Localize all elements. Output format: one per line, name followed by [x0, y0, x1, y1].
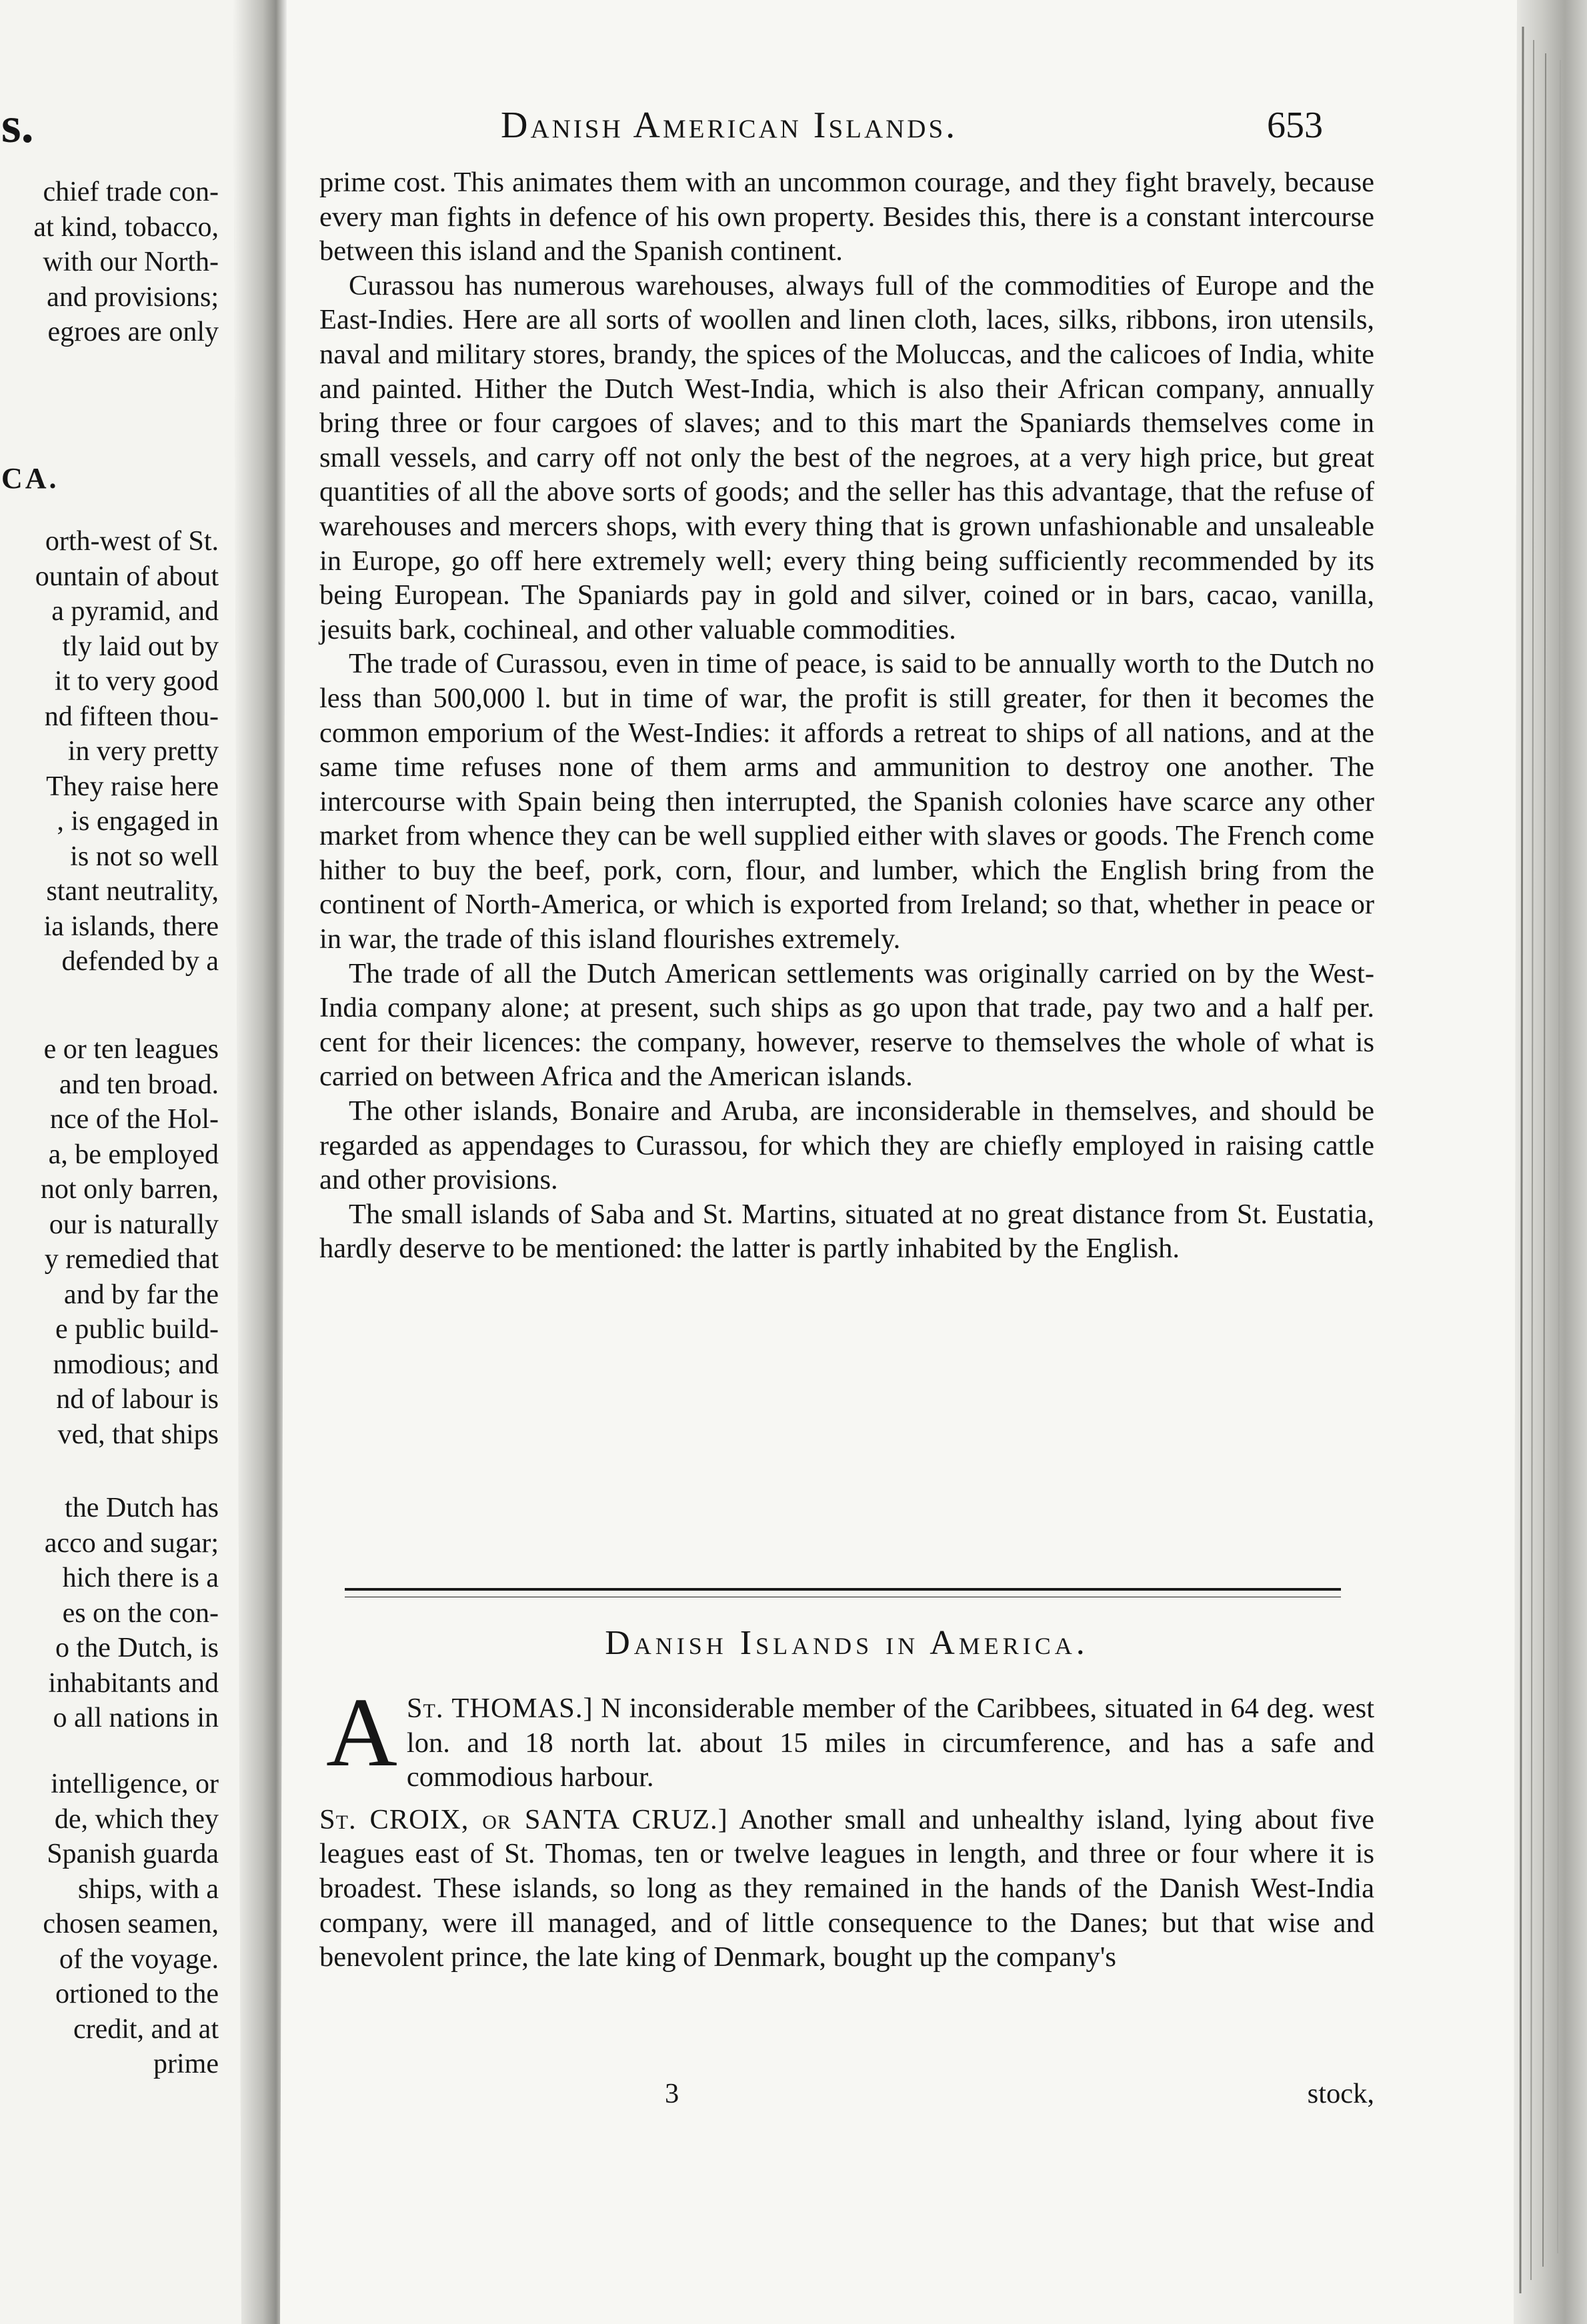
left-page-line: at kind, tobacco, — [33, 211, 219, 243]
entry-head-st-thomas: St. THOMAS.] — [406, 1693, 593, 1724]
entry-text-st-thomas: N inconsiderable member of the Caribbees, situated in 64 deg. west lon. and 18 north lat. about 15 miles in circumference, and has a safe and commodious harbour. — [406, 1693, 1375, 1793]
left-page-line: , is engaged in — [57, 806, 219, 837]
paragraph-saba-st-martins: The small islands of Saba and St. Martins, situated at no great distance from St. Eustatia, hardly deserve to be mentioned: the latter is partly inhabited by the English. — [319, 1198, 1374, 1265]
paragraph-bonaire-aruba: The other islands, Bonaire and Aruba, are inconsiderable in themselves, and should be regarded as appendages to Curassou, for which they are chiefly employed in raising cattle and other provisions. — [319, 1095, 1374, 1196]
paragraph-dutch-settlements: The trade of all the Dutch American settlements was originally carried on by the West-India company alone; at present, such ships as go upon that trade, pay two and a half per. cent for their licences: the company, however, reserve to themselves the whole of what is carried on between Africa and the American islands. — [319, 957, 1374, 1093]
left-page-line: and ten broad. — [59, 1069, 219, 1100]
left-page-line: our is naturally — [49, 1209, 219, 1240]
left-page-line: not only barren, — [40, 1174, 219, 1205]
left-page-line: prime — [153, 2049, 219, 2079]
left-page-line: es on the con- — [62, 1597, 219, 1629]
left-page-line: defended by a — [61, 946, 219, 977]
section-rule — [345, 1588, 1341, 1597]
left-page-line: orth-west of St. — [45, 526, 219, 557]
left-page-line: tly laid out by — [62, 631, 219, 662]
drop-cap: A — [326, 1678, 397, 1787]
paragraph-curassou-warehouses: Curassou has numerous warehouses, always full of the commodities of Europe and the East-Indies. Here are all sorts of woollen and linen cloth, laces, silks, ribbons, iron utensils, naval and military stores, brandy, the spices of the Moluccas, and the calicoes of India, white and painted. Hither the Dutch West-India, which is also their African company, annually bring three or four cargoes of slaves; and to this mart the Spaniards themselves come in small vessels, and carry off not only the best of the negroes, at a very high price, but great quantities of all the above sorts of goods; and the seller has this advantage, that the refuse of warehouses and mercers shops, with every thing that is grown unfashionable and unsaleable in Europe, go off here extremely well; every thing being sufficiently recommended by its being European. The Spaniards pay in gold and silver, coined or in bars, cacao, vanilla, jesuits bark, cochineal, and other valuable commodities. — [319, 269, 1374, 645]
left-page-line: y remedied that — [44, 1244, 219, 1275]
left-page-line: nd of labour is — [56, 1384, 219, 1415]
book-page — [277, 47, 1527, 2300]
signature-mark: 3 — [665, 2078, 679, 2109]
left-page-line: of the voyage. — [59, 1943, 219, 1975]
left-page-line: hich there is a — [62, 1563, 219, 1593]
left-page-line: intelligence, or — [51, 1769, 219, 1799]
left-page-line: ia islands, there — [43, 911, 219, 942]
section-heading: Danish Islands in America. — [605, 1624, 1089, 1662]
body-text — [319, 165, 1374, 1266]
left-page-line: ortioned to the — [55, 1979, 219, 2009]
left-page-line: credit, and at — [73, 2013, 219, 2045]
left-page-heading: s. — [1, 97, 34, 153]
entry-st-thomas — [319, 1678, 1375, 1795]
left-page-line: the Dutch has — [65, 1493, 219, 1523]
left-page-line: stant neutrality, — [46, 876, 219, 907]
left-page-line: o all nations in — [53, 1703, 219, 1733]
left-page-line: Spanish guarda — [47, 1839, 219, 1869]
left-page-line: chosen seamen, — [43, 1909, 219, 1939]
left-page-subheading: CA. — [1, 462, 59, 495]
page-footer — [319, 2075, 1374, 2115]
left-page-line: de, which they — [54, 1803, 219, 1835]
page-number: 653 — [1267, 105, 1323, 146]
entry-text-st-croix: Another small and unhealthy island, lying about five leagues east of St. Thomas, ten or twelve leagues in length, and three or four where it is broadest. These islands, so long as they remained in the hands of the Danish West-India company, were ill managed, and of little consequence to the Danes; but that wise and benevolent prince, the late king of Denmark, bought up the company's — [319, 1803, 1374, 1973]
catchword: stock, — [1307, 2078, 1374, 2109]
left-page-line: ved, that ships — [57, 1419, 219, 1450]
left-page-line: e public build- — [55, 1314, 219, 1345]
danish-islands-section — [319, 1678, 1375, 1975]
paragraph-curassou-trade: The trade of Curassou, even in time of peace, is said to be annually worth to the Dutch no less than 500,000 l. but in time of war, the profit is still greater, for then it becomes the common emporium of the West-Indies: it affords a retreat to ships of all nations, and at the same time refuses none of them arms and ammunition to destroy one another. The intercourse with Spain being then interrupted, the Spanish colonies have scarce any other market from whence they can be well supplied either with slaves or goods. The French come hither to buy the beef, pork, corn, flour, and lumber, which the English bring from the continent of North-America, or which is exported from Ireland; so that, whether in peace or in war, the trade of this island flourishes extremely. — [319, 648, 1374, 955]
left-page-line: nd fifteen thou- — [44, 701, 219, 732]
left-page-line: it to very good — [54, 666, 219, 697]
left-page-line: a, be employed — [48, 1139, 219, 1170]
left-page-line: and provisions; — [47, 281, 219, 313]
left-page-line: nce of the Hol- — [49, 1104, 219, 1135]
running-head: Danish American Islands. — [501, 105, 958, 146]
entry-st-croix — [319, 1803, 1374, 1975]
left-page-line: is not so well — [70, 841, 219, 872]
left-page-line: and by far the — [63, 1279, 219, 1310]
left-page-line: ships, with a — [77, 1873, 219, 1905]
left-page-line: ountain of about — [35, 561, 219, 592]
left-page-line: nmodious; and — [53, 1349, 219, 1380]
left-page-line: with our North- — [43, 247, 219, 277]
left-page-line: in very pretty — [67, 736, 219, 767]
left-page-line: egroes are only — [47, 317, 219, 347]
left-page-line: inhabitants and — [48, 1667, 219, 1699]
left-page-line: chief trade con- — [43, 177, 219, 207]
left-page-line: o the Dutch, is — [55, 1633, 219, 1663]
left-page-line: e or ten leagues — [43, 1034, 219, 1065]
left-page-line: a pyramid, and — [51, 596, 219, 627]
left-facing-page — [0, 0, 227, 2324]
left-page-line: They raise here — [46, 771, 219, 802]
left-page-line: acco and sugar; — [44, 1527, 219, 1559]
entry-head-st-croix: St. CROIX, or SANTA CRUZ.] — [319, 1803, 728, 1835]
paragraph-continued: prime cost. This animates them with an uncommon courage, and they fight bravely, because every man fights in defence of his own property. Besides this, there is a constant intercourse between this island and the Spanish continent. — [319, 167, 1374, 267]
